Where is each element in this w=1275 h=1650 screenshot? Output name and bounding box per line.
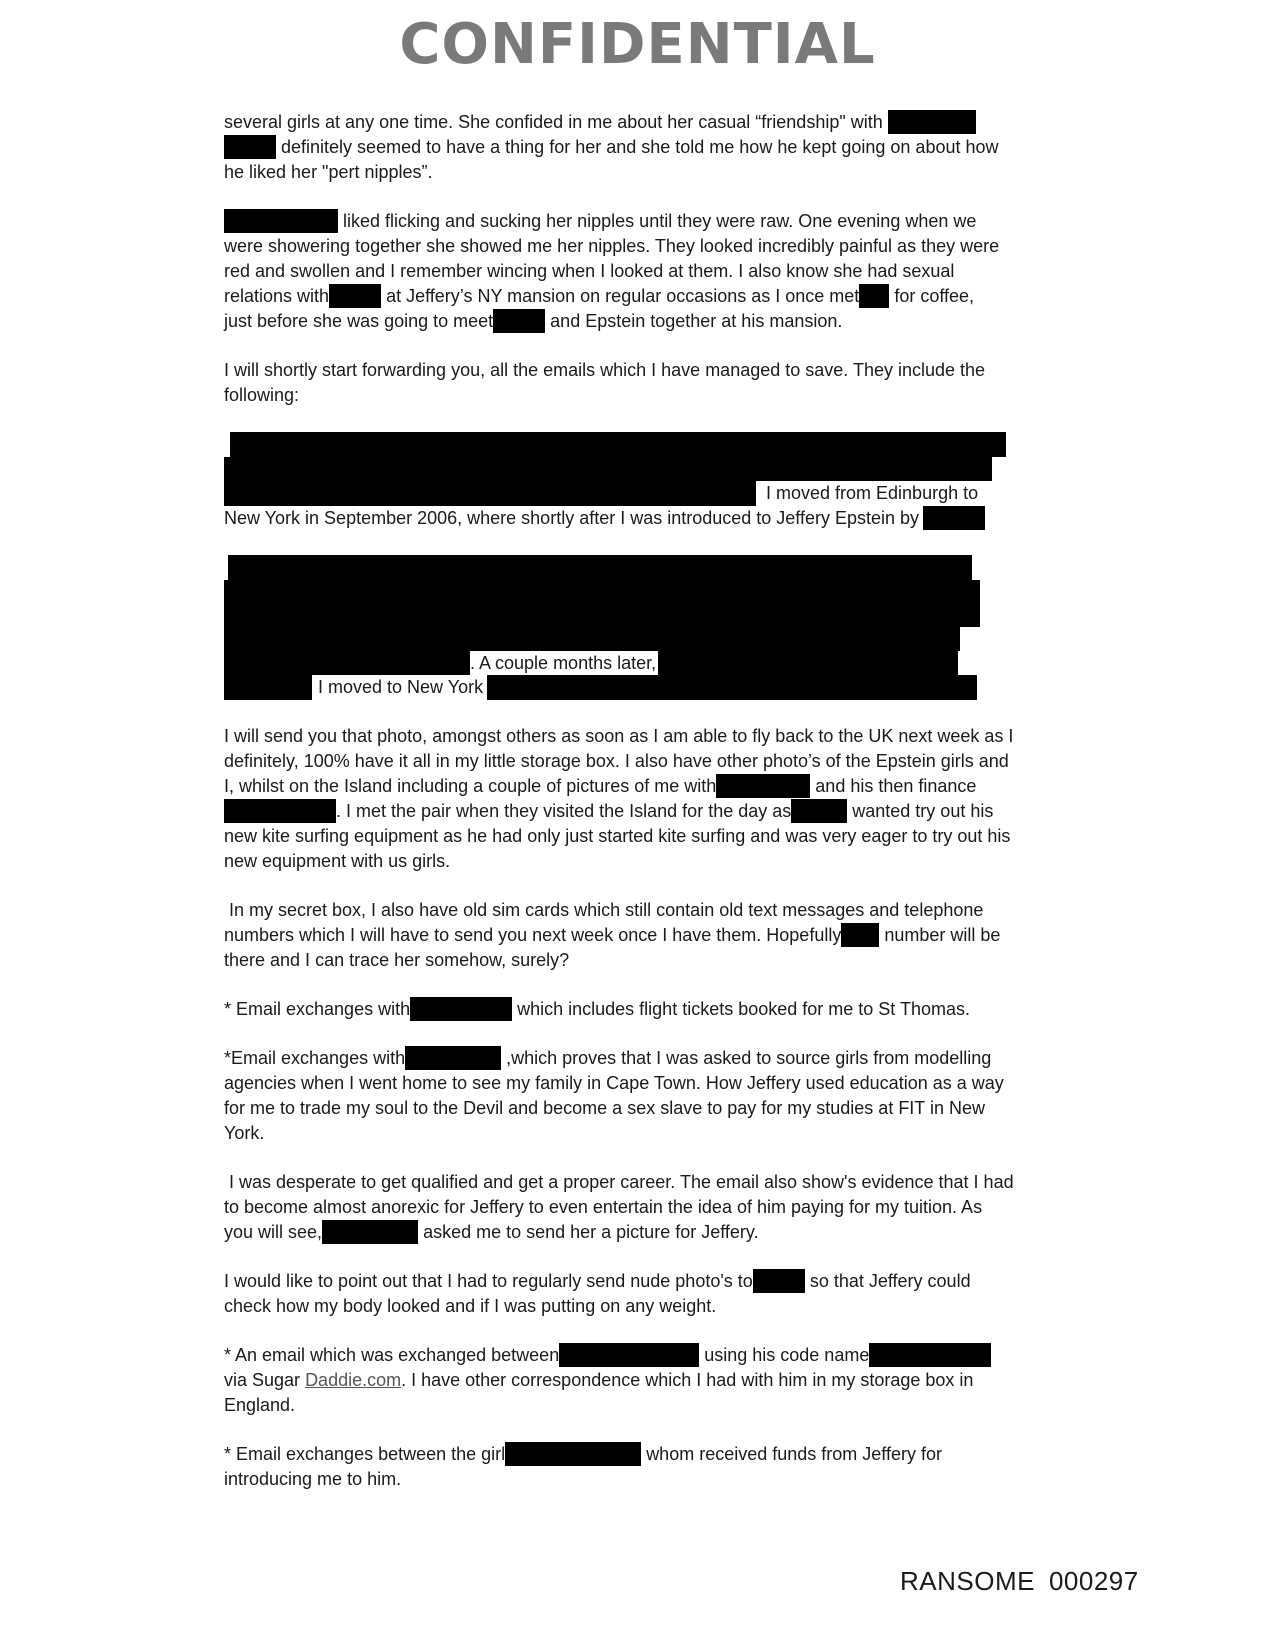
text-line: *Email exchanges with <box>224 1048 406 1068</box>
text-line: I will shortly start forwarding you, all the emails which I have managed to save. They include the <box>224 360 986 380</box>
redaction <box>658 651 958 675</box>
paragraph-13 <box>224 1442 1054 1492</box>
text-line: he liked her "pert nipples”. <box>224 162 433 182</box>
text-line: at Jeffery’s NY mansion on regular occasions as I once met <box>386 286 860 306</box>
redaction <box>405 1046 501 1070</box>
redaction <box>753 1269 805 1293</box>
text-line: I moved to New York <box>312 677 487 697</box>
redaction <box>487 675 977 700</box>
redaction <box>224 481 756 506</box>
text-line: ,which proves that I was asked to source girls from modelling <box>506 1048 992 1068</box>
redaction <box>888 110 976 134</box>
text-line: just before she was going to meet <box>224 311 494 331</box>
text-line: following: <box>224 385 300 405</box>
text-line: New York in September 2006, where shortly after I was introduced to Jeffery Epstein by <box>224 508 920 528</box>
text-line: In my secret box, I also have old sim cards which still contain old text messages and telephone <box>224 900 984 920</box>
text-line: * Email exchanges with <box>224 999 411 1019</box>
redaction <box>224 675 312 700</box>
text-line: I would like to point out that I had to regularly send nude photo's to <box>224 1271 753 1291</box>
redaction <box>716 774 810 798</box>
text-line: check how my body looked and if I was putting on any weight. <box>224 1296 717 1316</box>
bates-label: RANSOME <box>900 1566 1035 1596</box>
paragraph-12 <box>224 1343 1054 1418</box>
text-line: definitely, 100% have it all in my little storage box. I also have other photo’s of the Epstein girls and <box>224 751 1009 771</box>
paragraph-3 <box>224 358 1054 408</box>
text-line: were showering together she showed me her nipples. They looked incredibly painful as they were <box>224 236 1000 256</box>
redaction <box>224 135 276 159</box>
text-line: definitely seemed to have a thing for her and she told me how he kept going on about how <box>281 137 999 157</box>
redaction <box>791 799 847 823</box>
paragraph-9 <box>224 1046 1054 1146</box>
text-line: and his then finance <box>815 776 977 796</box>
text-line: . I have other correspondence which I had with him in my storage box in <box>401 1370 974 1390</box>
text-line: you will see, <box>224 1222 323 1242</box>
bates-number <box>900 1566 1153 1597</box>
paragraph-6 <box>224 724 1054 874</box>
text-line: I will send you that photo, amongst others as soon as I am able to fly back to the UK next week as I <box>224 726 1014 746</box>
text-line: liked flicking and sucking her nipples until they were raw. One evening when we <box>343 211 977 231</box>
text-line: * An email which was exchanged between <box>224 1345 560 1365</box>
redaction <box>869 1343 991 1367</box>
redaction <box>224 605 980 627</box>
redaction <box>329 284 381 308</box>
redaction <box>322 1220 418 1244</box>
document-body <box>224 110 1054 1516</box>
text-line: . A couple months later, <box>470 653 657 673</box>
text-line: numbers which I will have to send you next week once I have them. Hopefully <box>224 925 842 945</box>
text-line: so that Jeffery could <box>809 1271 971 1291</box>
confidential-stamp: CONFIDENTIAL <box>399 12 876 77</box>
text-line: for coffee, <box>894 286 975 306</box>
redaction <box>230 432 1006 457</box>
paragraph-8 <box>224 997 1054 1022</box>
redaction <box>410 997 512 1021</box>
text-line: introducing me to him. <box>224 1469 402 1489</box>
text-line: I, whilst on the Island including a couple of pictures of me with <box>224 776 717 796</box>
redaction <box>224 209 338 233</box>
redaction <box>923 506 985 530</box>
bates-page-number: 000297 <box>1048 1566 1139 1596</box>
text-line: relations with <box>224 286 330 306</box>
paragraph-2 <box>224 209 1054 334</box>
text-line: * Email exchanges between the girl <box>224 1444 506 1464</box>
paragraph-1 <box>224 110 1054 185</box>
paragraph-11 <box>224 1269 1054 1319</box>
text-line: new kite surfing equipment as he had only just started kite surfing and was very eager to try out his <box>224 826 1011 846</box>
text-line: which includes flight tickets booked for me to St Thomas. <box>517 999 970 1019</box>
text-line: . I met the pair when they visited the Island for the day as <box>336 801 792 821</box>
text-line: there and I can trace her somehow, surely? <box>224 950 570 970</box>
redaction <box>841 923 879 947</box>
redaction <box>224 580 980 605</box>
text-line: I moved from Edinburgh to <box>756 483 978 503</box>
redacted-block-2 <box>224 555 1054 700</box>
text-line: using his code name <box>704 1345 870 1365</box>
redaction <box>559 1343 699 1367</box>
redaction <box>859 284 889 308</box>
redaction <box>505 1442 641 1466</box>
text-line: and Epstein together at his mansion. <box>550 311 843 331</box>
text-line: via Sugar <box>224 1370 301 1390</box>
sugar-daddie-link[interactable]: Daddie.com <box>305 1370 402 1390</box>
paragraph-7 <box>224 898 1054 973</box>
redaction <box>224 457 992 481</box>
redaction <box>224 799 336 823</box>
redacted-block-1 <box>224 432 1054 531</box>
text-line: I was desperate to get qualified and get a proper career. The email also show's evidence that I had <box>224 1172 1014 1192</box>
text-line: red and swollen and I remember wincing when I looked at them. I also know she had sexual <box>224 261 955 281</box>
text-line: number will be <box>884 925 1001 945</box>
text-line: wanted try out his <box>852 801 994 821</box>
text-line: new equipment with us girls. <box>224 851 451 871</box>
text-line: for me to trade my soul to the Devil and become a sex slave to pay for my studies at FIT in New <box>224 1098 986 1118</box>
text-line: agencies when I went home to see my family in Cape Town. How Jeffery used education as a way <box>224 1073 1004 1093</box>
text-line: York. <box>224 1123 265 1143</box>
text-line: asked me to send her a picture for Jeffery. <box>423 1222 759 1242</box>
text-line: to become almost anorexic for Jeffery to even entertain the idea of him paying for my tuition. As <box>224 1197 983 1217</box>
redaction <box>228 555 972 580</box>
redaction <box>224 651 470 675</box>
redaction <box>224 627 960 651</box>
text-line: several girls at any one time. She confided in me about her casual “friendship" with <box>224 112 883 132</box>
text-line: whom received funds from Jeffery for <box>646 1444 942 1464</box>
paragraph-10 <box>224 1170 1054 1245</box>
redaction <box>493 309 545 333</box>
text-line: England. <box>224 1395 296 1415</box>
